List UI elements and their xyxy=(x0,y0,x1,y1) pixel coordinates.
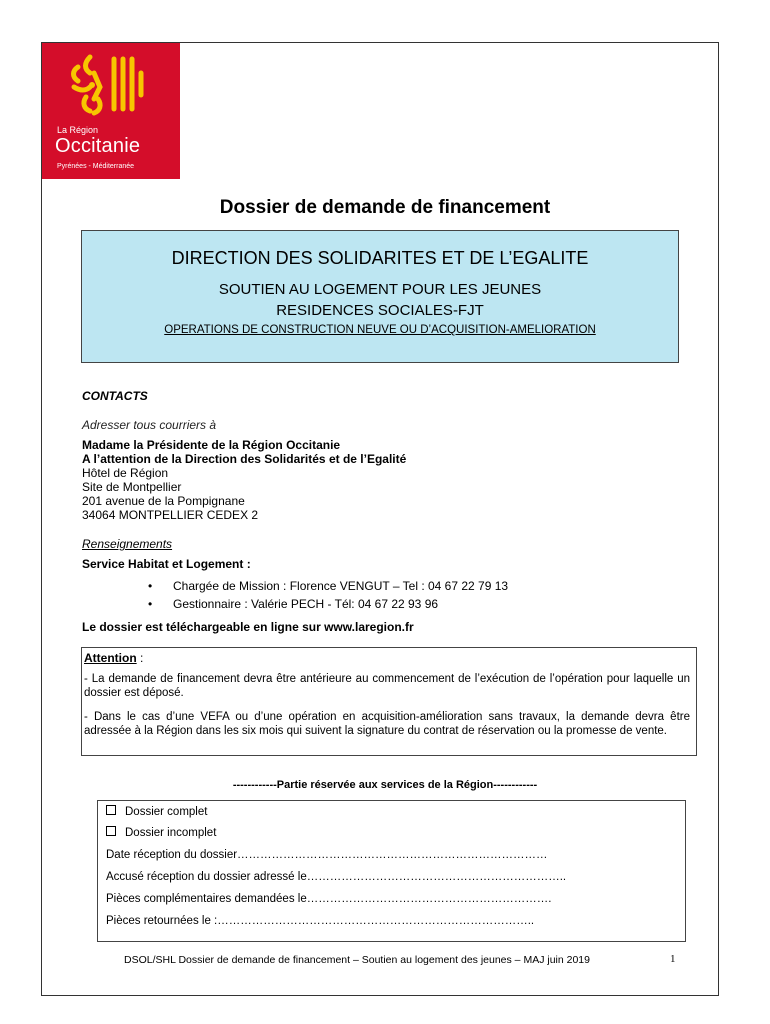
banner-operations: OPERATIONS DE CONSTRUCTION NEUVE OU D’ACQUISITION-AMELIORATION xyxy=(164,324,596,336)
address-bold-1: Madame la Présidente de la Région Occitanie xyxy=(82,438,341,452)
checkbox-complete-label: Dossier complet xyxy=(125,806,208,818)
reception-date-line: Date réception du dossier……………………………………………………………………… xyxy=(106,849,548,861)
reserved-box xyxy=(97,800,686,942)
attention-label: Attention xyxy=(84,651,137,665)
additional-documents-line: Pièces complémentaires demandées le………………………………………………………. xyxy=(106,893,552,905)
logo-line-1: La Région xyxy=(57,125,99,135)
attention-paragraph-2: - Dans le cas d’une VEFA ou d’une opération en acquisition-amélioration sans travaux, la demande devra être adressée à la Région dans les six mois qui suivent la signature du contrat de réservation ou la promesse de vente. xyxy=(84,711,690,737)
reserved-section-title: ------------Partie réservée aux services de la Région------------ xyxy=(232,779,538,791)
attention-paragraph-1: - La demande de financement devra être antérieure au commencement de l’exécution de l’opération pour laquelle un dossier est déposé. xyxy=(84,673,690,699)
returned-documents-line: Pièces retournées le :……………………………………………………………………….. xyxy=(106,915,535,927)
checkbox-incomplete-label: Dossier incomplet xyxy=(125,827,217,839)
occitan-cross-icon xyxy=(42,43,180,125)
acknowledgment-line: Accusé réception du dossier adressé le………………………………………………………….. xyxy=(106,871,567,883)
address-line-4: 34064 MONTPELLIER CEDEX 2 xyxy=(82,508,259,522)
bullet-icon: • xyxy=(148,579,153,593)
page-footer: DSOL/SHL Dossier de demande de financement – Soutien au logement des jeunes – MAJ juin 2019 xyxy=(124,954,590,966)
contact-person-2: Gestionnaire : Valérie PECH - Tél: 04 67 22 93 96 xyxy=(173,597,439,611)
checkbox-icon[interactable] xyxy=(106,805,116,815)
service-name: Service Habitat et Logement : xyxy=(82,557,251,571)
attention-box xyxy=(81,647,697,756)
contacts-heading: CONTACTS xyxy=(82,389,148,403)
checkbox-complete[interactable] xyxy=(106,805,207,818)
address-line-1: Hôtel de Région xyxy=(82,466,169,480)
direction-banner xyxy=(81,230,679,363)
banner-program: SOUTIEN AU LOGEMENT POUR LES JEUNES xyxy=(218,281,542,298)
banner-residences: RESIDENCES SOCIALES-FJT xyxy=(276,302,484,319)
address-line-3: 201 avenue de la Pompignane xyxy=(82,494,245,508)
contact-person-1: Chargée de Mission : Florence VENGUT – Tel : 04 67 22 79 13 xyxy=(173,579,509,593)
bullet-icon: • xyxy=(148,597,153,611)
address-line-2: Site de Montpellier xyxy=(82,480,182,494)
attention-title xyxy=(84,651,143,665)
download-note: Le dossier est téléchargeable en ligne sur www.laregion.fr xyxy=(82,620,414,634)
document-title: Dossier de demande de financement xyxy=(219,197,551,218)
logo-line-3: Pyrénées - Méditerranée xyxy=(57,163,135,170)
address-intro: Adresser tous courriers à xyxy=(82,418,217,432)
region-logo xyxy=(42,43,180,179)
attention-colon: : xyxy=(136,651,144,665)
logo-line-2: Occitanie xyxy=(55,135,141,157)
checkbox-incomplete[interactable] xyxy=(106,826,216,839)
info-heading: Renseignements xyxy=(82,537,173,551)
banner-direction: DIRECTION DES SOLIDARITES ET DE L’EGALITE xyxy=(171,248,589,268)
address-bold-2: A l’attention de la Direction des Solidarités et de l’Egalité xyxy=(82,452,407,466)
page-number: 1 xyxy=(670,953,676,965)
checkbox-icon[interactable] xyxy=(106,826,116,836)
